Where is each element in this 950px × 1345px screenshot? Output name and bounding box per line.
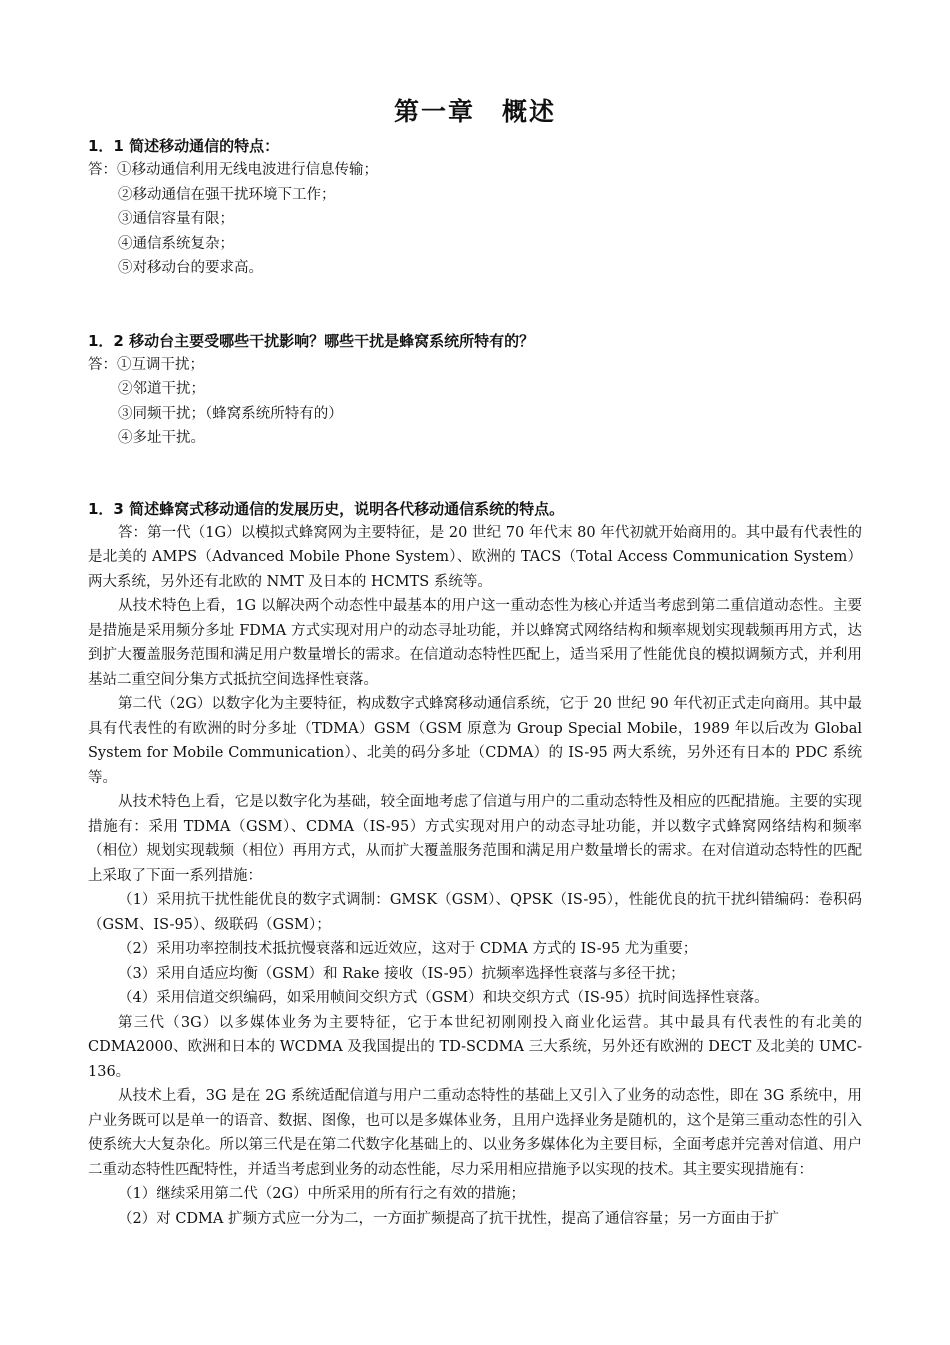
answer-item: ③同频干扰；（蜂窝系统所特有的） <box>118 405 343 422</box>
measure-item: （1）采用抗干扰性能优良的数字式调制：GMSK（GSM）、QPSK（IS-95），性能优良的抗干扰纠错编码：卷积码（GSM、IS-95）、级联码（GSM）； <box>88 892 862 933</box>
answer-line <box>88 353 862 378</box>
answer-item: ④通信系统复杂； <box>118 235 234 252</box>
paragraph: 第二代（2G）以数字化为主要特征，构成数字式蜂窝移动通信系统，它于 20 世纪 90 年代初正式走向商用。其中最具有代表性的有欧洲的时分多址（TDMA）GSM（GSM 原意为 Group Special Mobile，1989 年以后改为 Global System for Mobile Communication）、北美的码分多址（CDMA）的 IS-95 两大系统，另外还有日本的 PDC 系统等。 <box>88 696 862 786</box>
measure-item: （1）继续采用第二代（2G）中所采用的所有行之有效的措施； <box>118 1186 526 1202</box>
answer-item: ①移动通信利用无线电波进行信息传输； <box>117 162 378 178</box>
answer-item: ②移动通信在强干扰环境下工作； <box>118 186 336 203</box>
answer-item: ①互调干扰； <box>117 356 204 373</box>
paragraph: 第三代（3G）以多媒体业务为主要特征，它于本世纪初刚刚投入商业化运营。其中最具有代表性的有北美的 CDMA2000、欧洲和日本的 WCDMA 及我国提出的 TD-SCDMA 三大系统，另外还有欧洲的 DECT 及北美的 UMC-136。 <box>88 1014 862 1080</box>
question-1-1 <box>88 134 862 281</box>
paragraph: 从技术特色上看，1G 以解决两个动态性中最基本的用户这一重动态性为核心并适当考虑到第二重信道动态性。主要是措施是采用频分多址 FDMA 方式实现对用户的动态寻址功能，并以蜂窝式网络结构和频率规划实现载频再用方式，达到扩大覆盖服务范围和满足用户数量增长的需求。在信道动态特性匹配上，适当采用了性能优良的模拟调频方式，并利用基站二重空间分集方式抵抗空间选择性衰落。 <box>88 598 862 688</box>
measure-item: （2）对 CDMA 扩频方式应一分为二，一方面扩频提高了抗干扰性，提高了通信容量；另一方面由于扩 <box>118 1210 779 1227</box>
answer-prefix: 答： <box>88 162 117 178</box>
question-heading: 1．3 简述蜂窝式移动通信的发展历史，说明各代移动通信系统的特点。 <box>88 499 565 518</box>
paragraph: 从技术上看，3G 是在 2G 系统适配信道与用户二重动态特性的基础上又引入了业务的动态性，即在 3G 系统中，用户业务既可以是单一的语音、数据、图像，也可以是多媒体业务，且用户选择业务是随机的，这个是第三重动态性的引入使系统大大复杂化。所以第三代是在第二代数字化基础上的、以业务多媒体化为主要目标，全面考虑并完善对信道、用户二重动态特性匹配特性，并适当考虑到业务的动态性能，尽力采用相应措施予以实现的技术。其主要实现措施有： <box>88 1088 862 1178</box>
question-1-3 <box>88 497 862 1232</box>
answer-item: ④多址干扰。 <box>118 430 205 446</box>
answer-item: ②邻道干扰； <box>118 381 205 397</box>
measure-item: （4）采用信道交织编码，如采用帧间交织方式（GSM）和块交织方式（IS-95）抗时间选择性衰落。 <box>118 990 769 1006</box>
question-heading: 1．1 简述移动通信的特点： <box>88 137 280 155</box>
chapter-title: 第一章 概述 <box>393 97 556 126</box>
answer-item: ③通信容量有限； <box>118 211 234 227</box>
paragraph: 答：第一代（1G）以模拟式蜂窝网为主要特征，是 20 世纪 70 年代末 80 年代初就开始商用的。其中最有代表性的是北美的 AMPS（Advanced Mobile Phone System）、欧洲的 TACS（Total Access Communication System）两大系统，另外还有北欧的 NMT 及日本的 HCMTS 系统等。 <box>88 524 862 590</box>
answer-item: ⑤对移动台的要求高。 <box>118 260 263 276</box>
question-heading: 1．2 移动台主要受哪些干扰影响？哪些干扰是蜂窝系统所特有的？ <box>88 331 535 350</box>
answer-line <box>88 158 862 183</box>
answer-prefix: 答： <box>88 356 117 373</box>
paragraph: 从技术特色上看，它是以数字化为基础，较全面地考虑了信道与用户的二重动态特性及相应的匹配措施。主要的实现措施有：采用 TDMA（GSM）、CDMA（IS-95）方式实现对用户的动态寻址功能，并以数字式蜂窝网络结构和频率（相位）规划实现载频（相位）再用方式，从而扩大覆盖服务范围和满足用户数量增长的需求。在对信道动态特性的匹配上采取了下面一系列措施： <box>88 794 862 884</box>
measure-item: （3）采用自适应均衡（GSM）和 Rake 接收（IS-95）抗频率选择性衰落与多径干扰； <box>118 965 685 982</box>
measure-item: （2）采用功率控制技术抵抗慢衰落和远近效应，这对于 CDMA 方式的 IS-95 尤为重要； <box>118 941 698 957</box>
question-1-2 <box>88 329 862 451</box>
